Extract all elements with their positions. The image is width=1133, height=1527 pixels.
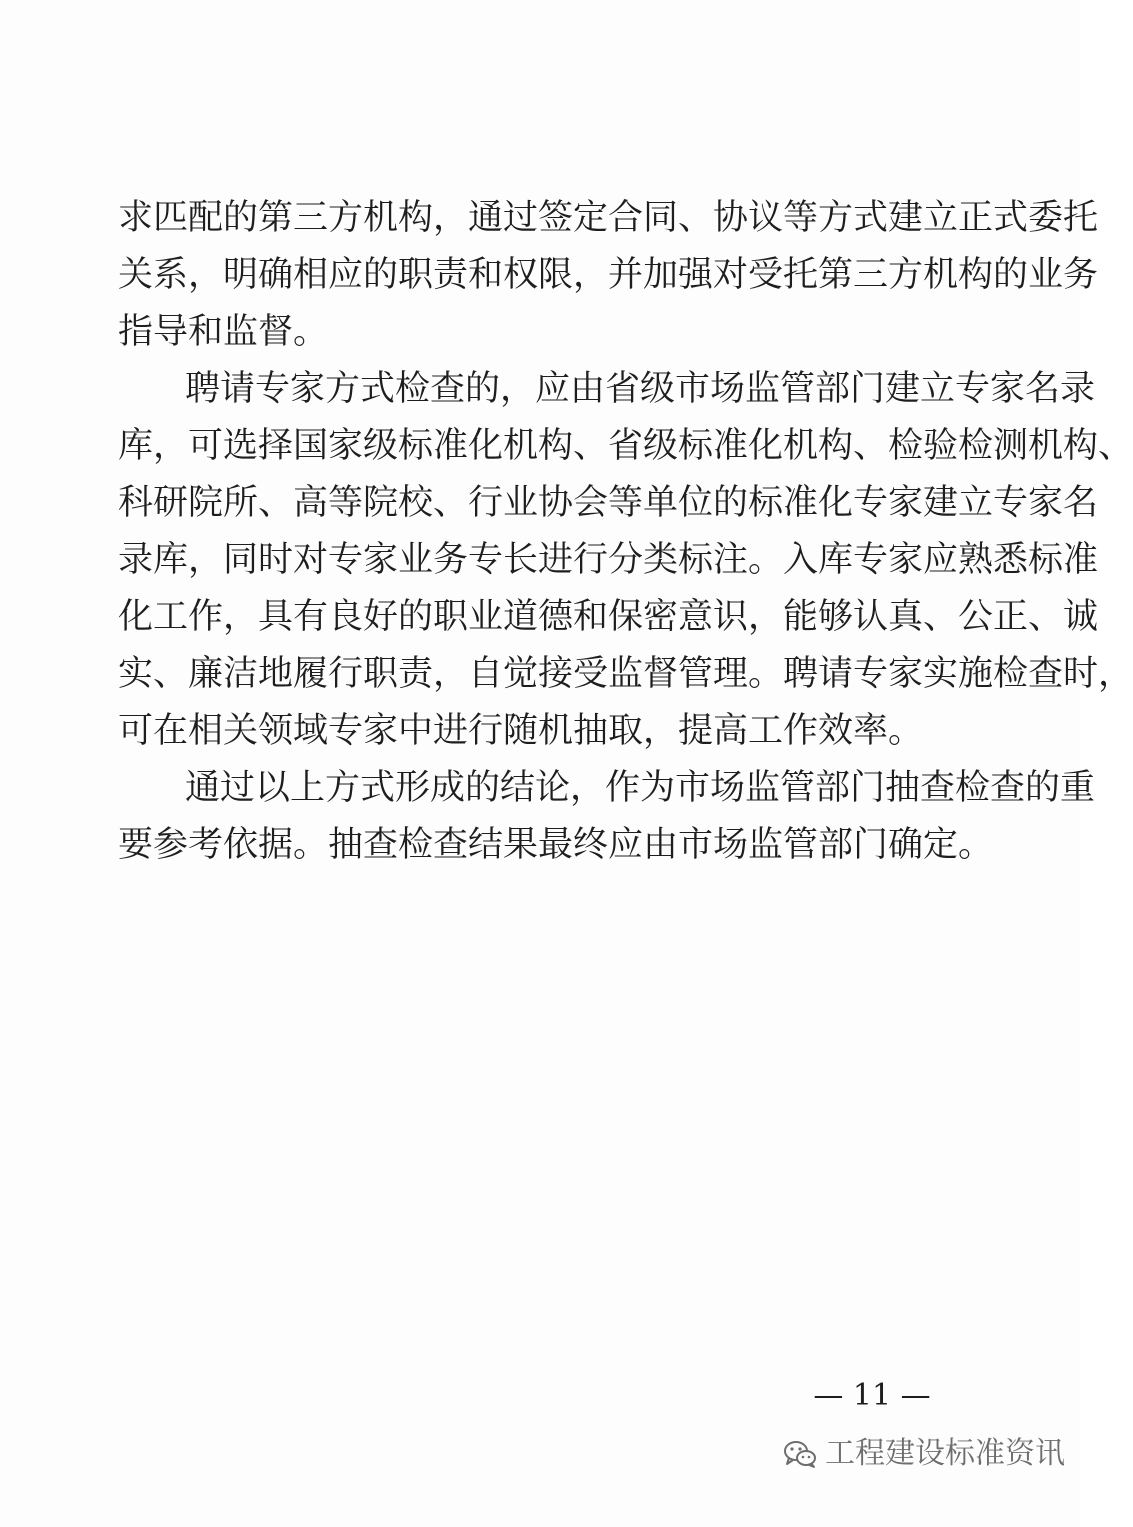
paragraph-3-line-2: 要参考依据。抽查检查结果最终应由市场监管部门确定。 — [118, 825, 994, 865]
paragraph-2-line-3: 科研院所、高等院校、行业协会等单位的标准化专家建立专家名 — [118, 483, 1099, 523]
source-watermark — [783, 1432, 1065, 1476]
watermark-text: 工程建设标准资讯 — [825, 1436, 1065, 1471]
paragraph-2-line-7: 可在相关领域专家中进行随机抽取，提高工作效率。 — [118, 711, 924, 751]
paragraph-1-line-2: 关系，明确相应的职责和权限，并加强对受托第三方机构的业务 — [118, 255, 1099, 295]
paragraph-2-line-2: 库，可选择国家级标准化机构、省级标准化机构、检验检测机构、 — [118, 426, 1133, 466]
paragraph-1-line-3: 指导和监督。 — [118, 312, 329, 352]
paragraph-2-line-1: 聘请专家方式检查的，应由省级市场监管部门建立专家名录 — [185, 369, 1096, 409]
paragraph-1-line-1: 求匹配的第三方机构，通过签定合同、协议等方式建立正式委托 — [118, 198, 1099, 238]
page-number: — 11 — — [813, 1378, 931, 1413]
paragraph-3-line-1: 通过以上方式形成的结论，作为市场监管部门抽查检查的重 — [185, 768, 1096, 808]
wechat-icon — [783, 1439, 817, 1469]
paragraph-2-line-5: 化工作，具有良好的职业道德和保密意识，能够认真、公正、诚 — [118, 597, 1099, 637]
paragraph-2-line-6: 实、廉洁地履行职责，自觉接受监督管理。聘请专家实施检查时， — [118, 654, 1133, 694]
paragraph-2-line-4: 录库，同时对专家业务专长进行分类标注。入库专家应熟悉标准 — [118, 540, 1099, 580]
